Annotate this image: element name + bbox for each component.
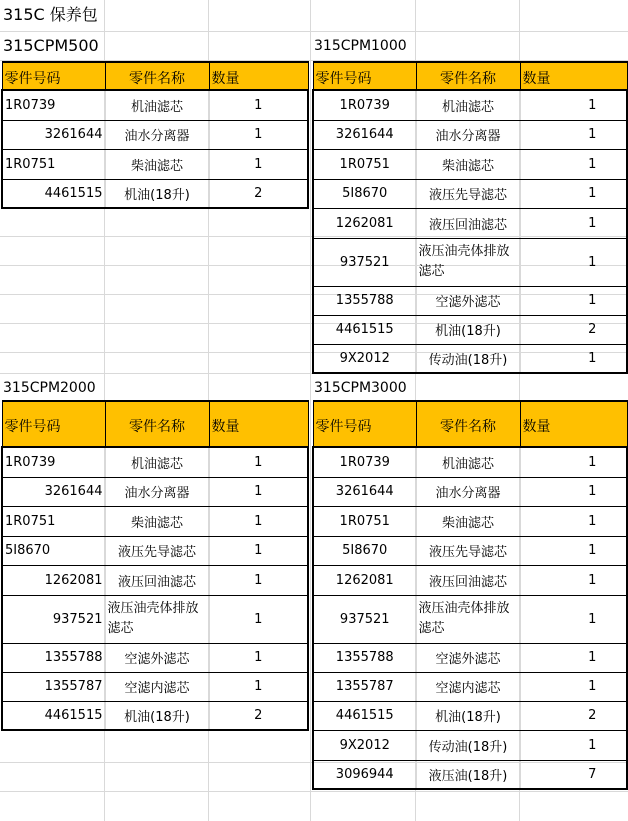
table-label-pm3000: 315CPM3000 bbox=[314, 380, 407, 396]
cell-qty: 1 bbox=[209, 477, 308, 506]
cell-part-no: 1R0751 bbox=[313, 149, 416, 179]
table-label-pm1000: 315CPM1000 bbox=[314, 38, 407, 54]
header-part-name: 零件名称 bbox=[416, 62, 520, 90]
cell-part-no: 1262081 bbox=[2, 565, 105, 595]
cell-part-name: 液压先导滤芯 bbox=[416, 536, 520, 565]
cell-part-name: 柴油滤芯 bbox=[416, 149, 520, 179]
cell-part-no: 1R0751 bbox=[2, 149, 105, 179]
cell-part-no: 5I8670 bbox=[2, 536, 105, 565]
cell-part-no: 3261644 bbox=[313, 120, 416, 149]
table-label-pm2000: 315CPM2000 bbox=[3, 380, 96, 396]
cell-part-name: 空滤内滤芯 bbox=[105, 672, 209, 701]
cell-qty: 1 bbox=[520, 286, 627, 315]
cell-part-no: 937521 bbox=[2, 595, 105, 643]
header-qty: 数量 bbox=[209, 401, 308, 447]
cell-qty: 1 bbox=[209, 536, 308, 565]
cell-part-name: 空滤外滤芯 bbox=[416, 643, 520, 672]
cell-part-no: 9X2012 bbox=[313, 344, 416, 373]
cell-part-no: 1355788 bbox=[313, 286, 416, 315]
cell-part-name: 传动油(18升) bbox=[416, 730, 520, 760]
cell-qty: 1 bbox=[520, 208, 627, 238]
header-part-no: 零件号码 bbox=[313, 401, 416, 447]
cell-qty: 1 bbox=[520, 595, 627, 643]
cell-part-no: 1R0751 bbox=[313, 506, 416, 536]
cell-qty: 1 bbox=[209, 90, 308, 120]
header-part-no: 零件号码 bbox=[2, 62, 105, 90]
cell-qty: 1 bbox=[520, 179, 627, 208]
cell-qty: 2 bbox=[520, 315, 627, 344]
cell-qty: 1 bbox=[209, 595, 308, 643]
cell-part-no: 1355788 bbox=[313, 643, 416, 672]
cell-qty: 2 bbox=[209, 179, 308, 208]
cell-qty: 1 bbox=[209, 506, 308, 536]
cell-qty: 1 bbox=[520, 506, 627, 536]
cell-qty: 2 bbox=[209, 701, 308, 730]
table-row bbox=[2, 90, 308, 120]
cell-part-name: 柴油滤芯 bbox=[105, 149, 209, 179]
cell-qty: 1 bbox=[520, 477, 627, 506]
cell-qty: 1 bbox=[520, 536, 627, 565]
parts-table-pm500 bbox=[1, 61, 309, 209]
cell-part-no: 1R0739 bbox=[313, 90, 416, 120]
cell-part-no: 1355787 bbox=[313, 672, 416, 701]
table-header-row bbox=[313, 401, 627, 447]
cell-part-no: 4461515 bbox=[313, 315, 416, 344]
parts-table-pm1000 bbox=[312, 61, 628, 374]
cell-qty: 1 bbox=[520, 120, 627, 149]
cell-part-name: 空滤外滤芯 bbox=[105, 643, 209, 672]
cell-part-no: 3096944 bbox=[313, 760, 416, 789]
cell-qty: 1 bbox=[520, 238, 627, 286]
cell-qty: 1 bbox=[520, 149, 627, 179]
header-part-no: 零件号码 bbox=[2, 401, 105, 447]
cell-qty: 1 bbox=[209, 565, 308, 595]
cell-part-name: 液压油壳体排放滤芯 bbox=[416, 238, 520, 286]
cell-part-name: 液压油壳体排放滤芯 bbox=[105, 595, 209, 643]
cell-part-no: 3261644 bbox=[313, 477, 416, 506]
cell-part-name: 液压回油滤芯 bbox=[105, 565, 209, 595]
cell-part-name: 机油(18升) bbox=[105, 701, 209, 730]
cell-part-no: 1R0739 bbox=[2, 90, 105, 120]
parts-table-pm2000 bbox=[1, 400, 309, 731]
header-qty: 数量 bbox=[520, 401, 627, 447]
cell-qty: 1 bbox=[520, 730, 627, 760]
cell-qty: 1 bbox=[520, 90, 627, 120]
cell-qty: 1 bbox=[520, 344, 627, 373]
cell-part-name: 液压回油滤芯 bbox=[416, 565, 520, 595]
cell-part-no: 937521 bbox=[313, 238, 416, 286]
cell-part-name: 液压油(18升) bbox=[416, 760, 520, 789]
cell-part-name: 液压先导滤芯 bbox=[105, 536, 209, 565]
cell-part-name: 机油(18升) bbox=[416, 315, 520, 344]
cell-qty: 1 bbox=[209, 643, 308, 672]
cell-part-name: 油水分离器 bbox=[416, 477, 520, 506]
header-qty: 数量 bbox=[520, 62, 627, 90]
cell-qty: 1 bbox=[209, 149, 308, 179]
cell-part-name: 传动油(18升) bbox=[416, 344, 520, 373]
cell-part-no: 5I8670 bbox=[313, 179, 416, 208]
header-part-name: 零件名称 bbox=[105, 401, 209, 447]
cell-part-no: 3261644 bbox=[2, 477, 105, 506]
cell-part-no: 9X2012 bbox=[313, 730, 416, 760]
cell-part-no: 1R0739 bbox=[2, 447, 105, 477]
cell-qty: 1 bbox=[520, 565, 627, 595]
cell-qty: 1 bbox=[520, 447, 627, 477]
parts-table-pm3000 bbox=[312, 400, 628, 790]
cell-part-no: 1262081 bbox=[313, 208, 416, 238]
sheet-title: 315C 保养包 bbox=[3, 5, 98, 24]
cell-part-name: 机油滤芯 bbox=[416, 447, 520, 477]
cell-part-no: 5I8670 bbox=[313, 536, 416, 565]
cell-qty: 1 bbox=[209, 672, 308, 701]
grid-row-line bbox=[0, 791, 628, 792]
cell-part-name: 液压回油滤芯 bbox=[416, 208, 520, 238]
cell-part-name: 机油滤芯 bbox=[105, 447, 209, 477]
table-row bbox=[2, 149, 308, 179]
cell-part-name: 柴油滤芯 bbox=[105, 506, 209, 536]
cell-part-no: 4461515 bbox=[2, 179, 105, 208]
table-label-pm500: 315CPM500 bbox=[3, 36, 99, 55]
cell-qty: 1 bbox=[520, 643, 627, 672]
cell-part-no: 1R0739 bbox=[313, 447, 416, 477]
table-header-row bbox=[2, 62, 308, 90]
cell-part-no: 1R0751 bbox=[2, 506, 105, 536]
table-header-row bbox=[313, 62, 627, 90]
cell-part-no: 4461515 bbox=[313, 701, 416, 730]
table-row bbox=[2, 179, 308, 208]
cell-part-name: 液压先导滤芯 bbox=[416, 179, 520, 208]
cell-part-no: 1262081 bbox=[313, 565, 416, 595]
cell-part-name: 机油滤芯 bbox=[416, 90, 520, 120]
cell-part-name: 机油滤芯 bbox=[105, 90, 209, 120]
cell-part-no: 1355788 bbox=[2, 643, 105, 672]
cell-qty: 2 bbox=[520, 701, 627, 730]
table-row bbox=[2, 120, 308, 149]
cell-qty: 7 bbox=[520, 760, 627, 789]
grid-column-line bbox=[310, 0, 311, 821]
cell-part-no: 937521 bbox=[313, 595, 416, 643]
cell-part-name: 机油(18升) bbox=[105, 179, 209, 208]
cell-part-name: 油水分离器 bbox=[105, 120, 209, 149]
cell-part-name: 油水分离器 bbox=[105, 477, 209, 506]
cell-qty: 1 bbox=[520, 672, 627, 701]
cell-part-no: 4461515 bbox=[2, 701, 105, 730]
cell-part-no: 1355787 bbox=[2, 672, 105, 701]
table-header-row bbox=[2, 401, 308, 447]
header-part-no: 零件号码 bbox=[313, 62, 416, 90]
header-part-name: 零件名称 bbox=[105, 62, 209, 90]
cell-qty: 1 bbox=[209, 447, 308, 477]
cell-qty: 1 bbox=[209, 120, 308, 149]
cell-part-name: 空滤内滤芯 bbox=[416, 672, 520, 701]
header-qty: 数量 bbox=[209, 62, 308, 90]
cell-part-name: 空滤外滤芯 bbox=[416, 286, 520, 315]
header-part-name: 零件名称 bbox=[416, 401, 520, 447]
cell-part-name: 液压油壳体排放滤芯 bbox=[416, 595, 520, 643]
cell-part-no: 3261644 bbox=[2, 120, 105, 149]
grid-row-line bbox=[0, 31, 628, 32]
cell-part-name: 机油(18升) bbox=[416, 701, 520, 730]
cell-part-name: 油水分离器 bbox=[416, 120, 520, 149]
cell-part-name: 柴油滤芯 bbox=[416, 506, 520, 536]
